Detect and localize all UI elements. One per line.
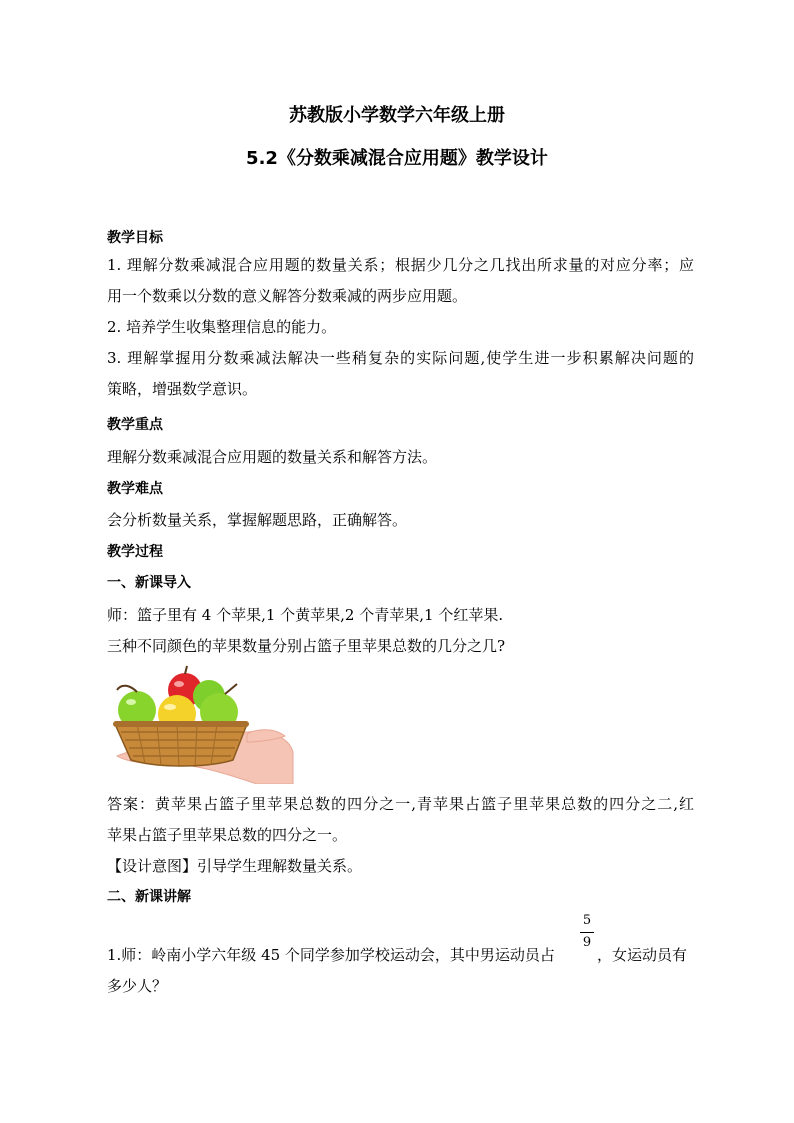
fraction-denominator: 9 — [582, 935, 592, 950]
fraction-numerator: 5 — [582, 913, 592, 928]
doc-subtitle: 5.2《分数乘减混合应用题》教学设计 — [246, 148, 548, 169]
fraction — [580, 914, 594, 950]
intro-line-1: 师：篮子里有 4 个苹果,1 个黄苹果,2 个青苹果,1 个红苹果. — [107, 606, 504, 624]
question-1-part-3: 多少人？ — [107, 977, 168, 995]
question-1-part-1: 1.师：岭南小学六年级 45 个同学参加学校运动会，其中男运动员占 — [107, 946, 555, 964]
difficulties-text: 会分析数量关系，掌握解题思路，正确解答。 — [107, 511, 408, 529]
key-points-text: 理解分数乘减混合应用题的数量关系和解答方法。 — [107, 448, 438, 466]
doc-title: 苏教版小学数学六年级上册 — [289, 105, 505, 126]
goal-3-line-2: 策略，增强数学意识。 — [107, 380, 258, 398]
fraction-bar — [580, 932, 594, 933]
question-1-part-2: ，女运动员有 — [597, 946, 688, 964]
goal-1-line-1: 1. 理解分数乘减混合应用题的数量关系；根据少几分之几找出所求量的对应分率；应 — [107, 256, 694, 274]
heading-section-1: 一、新课导入 — [107, 575, 191, 591]
goal-3-line-1: 3. 理解掌握用分数乘减法解决一些稍复杂的实际问题,使学生进一步积累解决问题的 — [107, 349, 694, 367]
heading-process: 教学过程 — [107, 544, 163, 560]
heading-teaching-goals: 教学目标 — [107, 230, 163, 246]
goal-2: 2. 培养学生收集整理信息的能力。 — [107, 318, 337, 336]
answer-line-2: 苹果占篮子里苹果总数的四分之一。 — [107, 826, 348, 844]
apple-basket-image — [107, 664, 295, 784]
intro-line-2: 三种不同颜色的苹果数量分别占篮子里苹果总数的几分之几? — [107, 637, 506, 655]
heading-difficulties: 教学难点 — [107, 481, 163, 497]
heading-key-points: 教学重点 — [107, 417, 163, 433]
answer-line-1: 答案：黄苹果占篮子里苹果总数的四分之一,青苹果占篮子里苹果总数的四分之二,红 — [107, 795, 694, 813]
heading-section-2: 二、新课讲解 — [107, 889, 191, 905]
design-intent: 【设计意图】引导学生理解数量关系。 — [107, 857, 363, 875]
goal-1-line-2: 用一个数乘以分数的意义解答分数乘减的两步应用题。 — [107, 287, 468, 305]
